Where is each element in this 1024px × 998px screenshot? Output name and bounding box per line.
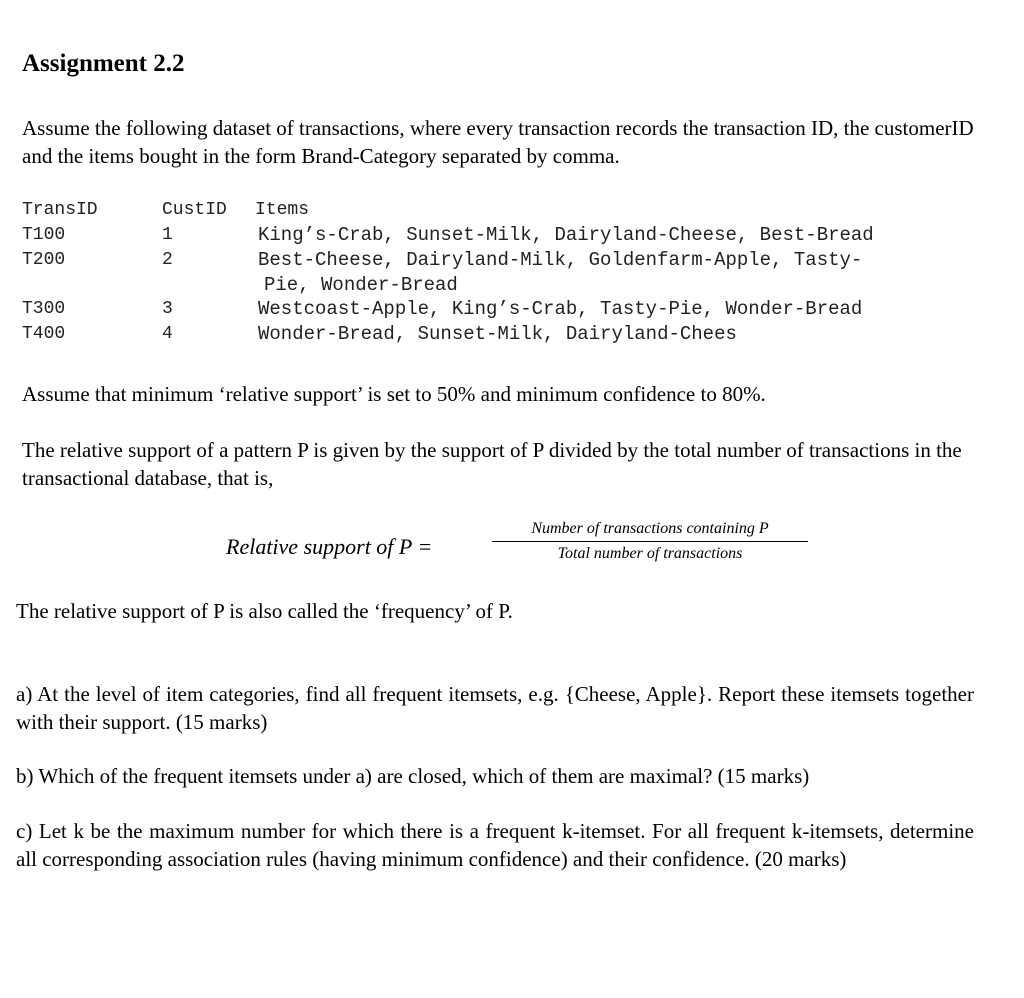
row-transid: T400 (22, 324, 66, 344)
row-custid: 4 (162, 324, 173, 344)
header-items: Items (255, 200, 310, 220)
intro-paragraph: Assume the following dataset of transactions, where every transaction records the transaction ID, the customerID and the items bought in the form Brand-Category separated by comma. (22, 116, 974, 168)
formula-numerator: Number of transactions containing P (492, 520, 808, 542)
question-c: c) Let k be the maximum number for which there is a frequent k-itemset. For all frequent k-itemsets, determine all corresponding association rules (having minimum confidence) and their confidence. (20 marks) (16, 819, 974, 871)
row-items: King’s-Crab, Sunset-Milk, Dairyland-Cheese, Best-Bread (258, 224, 874, 246)
row-items: Westcoast-Apple, King’s-Crab, Tasty-Pie, Wonder-Bread (258, 298, 863, 320)
row-custid: 1 (162, 225, 173, 245)
question-a: a) At the level of item categories, find all frequent itemsets, e.g. {Cheese, Apple}. Report these itemsets together with their support. (15 marks) (16, 682, 974, 734)
row-transid: T200 (22, 250, 66, 270)
row-items: Best-Cheese, Dairyland-Milk, Goldenfarm-Apple, Tasty- (258, 249, 863, 271)
row-items-continued: Pie, Wonder-Bread (264, 274, 458, 296)
row-items: Wonder-Bread, Sunset-Milk, Dairyland-Chees (258, 323, 737, 345)
formula-denominator: Total number of transactions (557, 545, 743, 562)
assignment-title: Assignment 2.2 (22, 50, 185, 77)
formula-fraction (492, 520, 808, 563)
support-statement: Assume that minimum ‘relative support’ is set to 50% and minimum confidence to 80%. (22, 382, 766, 406)
row-transid: T100 (22, 225, 66, 245)
header-transid: TransID (22, 200, 98, 220)
row-custid: 3 (162, 299, 173, 319)
header-custid: CustID (162, 200, 227, 220)
frequency-note: The relative support of P is also called the ‘frequency’ of P. (16, 599, 513, 623)
formula-lhs: Relative support of P = (226, 534, 433, 559)
row-custid: 2 (162, 250, 173, 270)
question-b: b) Which of the frequent itemsets under a) are closed, which of them are maximal? (15 marks) (16, 764, 810, 788)
relative-support-definition: The relative support of a pattern P is given by the support of P divided by the total number of transactions in the transactional database, that is, (22, 438, 962, 490)
row-transid: T300 (22, 299, 66, 319)
